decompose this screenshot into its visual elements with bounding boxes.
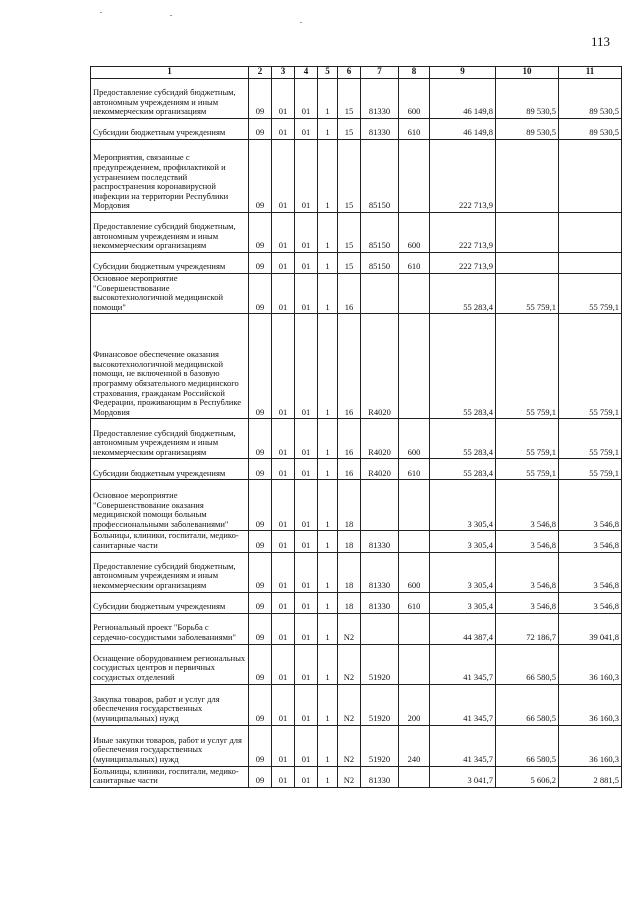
code-col-5: 1 [318, 119, 338, 140]
table-row [91, 725, 622, 766]
code-col-5: 1 [318, 725, 338, 766]
amount-col-11: 89 530,5 [559, 119, 622, 140]
code-col-8: 610 [399, 592, 430, 613]
row-description: Субсидии бюджетным учреждениям [91, 253, 249, 274]
code-col-6: N2 [338, 725, 361, 766]
code-col-3: 01 [272, 274, 295, 314]
code-col-4: 01 [295, 274, 318, 314]
code-col-8 [399, 766, 430, 787]
row-description: Основное мероприятие "Совершенствование высокотехнологичной медицинской помощи" [91, 274, 249, 314]
amount-col-10: 3 546,8 [496, 592, 559, 613]
code-col-5: 1 [318, 684, 338, 725]
code-col-4: 01 [295, 459, 318, 480]
code-col-2: 09 [249, 140, 272, 213]
amount-col-10: 89 530,5 [496, 119, 559, 140]
amount-col-11 [559, 253, 622, 274]
amount-col-11: 36 160,3 [559, 725, 622, 766]
table-row [91, 480, 622, 531]
code-col-7: 81330 [361, 766, 399, 787]
amount-col-10: 55 759,1 [496, 274, 559, 314]
code-col-6: N2 [338, 613, 361, 644]
code-col-8: 610 [399, 253, 430, 274]
column-header-9: 9 [430, 67, 496, 79]
table-row [91, 644, 622, 684]
code-col-3: 01 [272, 766, 295, 787]
amount-col-10: 55 759,1 [496, 419, 559, 459]
code-col-4: 01 [295, 684, 318, 725]
code-col-3: 01 [272, 552, 295, 592]
table-row [91, 419, 622, 459]
code-col-8: 600 [399, 419, 430, 459]
code-col-4: 01 [295, 253, 318, 274]
code-col-2: 09 [249, 684, 272, 725]
amount-col-10: 3 546,8 [496, 480, 559, 531]
amount-col-11: 39 041,8 [559, 613, 622, 644]
amount-col-10: 3 546,8 [496, 531, 559, 552]
row-description: Мероприятия, связанные с предупреждением, профилактикой и устранением последствий распространения коронавирусной инфекции на территории Республики Мордовия [91, 140, 249, 213]
code-col-8 [399, 274, 430, 314]
code-col-3: 01 [272, 119, 295, 140]
code-col-3: 01 [272, 253, 295, 274]
code-col-3: 01 [272, 480, 295, 531]
table-row [91, 314, 622, 419]
row-description: Субсидии бюджетным учреждениям [91, 592, 249, 613]
column-header-11: 11 [559, 67, 622, 79]
code-col-3: 01 [272, 459, 295, 480]
code-col-3: 01 [272, 592, 295, 613]
code-col-6: 18 [338, 480, 361, 531]
table-row [91, 766, 622, 787]
code-col-2: 09 [249, 274, 272, 314]
code-col-3: 01 [272, 725, 295, 766]
amount-col-9: 46 149,8 [430, 79, 496, 119]
code-col-4: 01 [295, 119, 318, 140]
code-col-7: R4020 [361, 459, 399, 480]
amount-col-11: 36 160,3 [559, 684, 622, 725]
code-col-4: 01 [295, 552, 318, 592]
amount-col-11 [559, 140, 622, 213]
code-col-8 [399, 613, 430, 644]
amount-col-9: 44 387,4 [430, 613, 496, 644]
code-col-6: 15 [338, 253, 361, 274]
code-col-2: 09 [249, 531, 272, 552]
code-col-4: 01 [295, 592, 318, 613]
code-col-4: 01 [295, 314, 318, 419]
amount-col-11: 36 160,3 [559, 644, 622, 684]
amount-col-10 [496, 140, 559, 213]
code-col-8: 600 [399, 552, 430, 592]
code-col-5: 1 [318, 766, 338, 787]
scan-speck [100, 12, 102, 13]
amount-col-9: 3 305,4 [430, 552, 496, 592]
amount-col-11 [559, 213, 622, 253]
row-description: Региональный проект "Борьба с сердечно-сосудистыми заболеваниями" [91, 613, 249, 644]
code-col-6: 16 [338, 419, 361, 459]
code-col-6: 16 [338, 314, 361, 419]
column-header-4: 4 [295, 67, 318, 79]
code-col-2: 09 [249, 552, 272, 592]
column-header-1: 1 [91, 67, 249, 79]
amount-col-9: 46 149,8 [430, 119, 496, 140]
column-header-3: 3 [272, 67, 295, 79]
scan-speck [300, 22, 302, 23]
code-col-3: 01 [272, 644, 295, 684]
code-col-7: R4020 [361, 314, 399, 419]
code-col-8 [399, 531, 430, 552]
column-header-6: 6 [338, 67, 361, 79]
code-col-7: 51920 [361, 684, 399, 725]
code-col-2: 09 [249, 119, 272, 140]
code-col-5: 1 [318, 253, 338, 274]
code-col-4: 01 [295, 79, 318, 119]
code-col-3: 01 [272, 79, 295, 119]
amount-col-10: 5 606,2 [496, 766, 559, 787]
code-col-7 [361, 480, 399, 531]
code-col-2: 09 [249, 253, 272, 274]
code-col-5: 1 [318, 419, 338, 459]
code-col-2: 09 [249, 725, 272, 766]
row-description: Субсидии бюджетным учреждениям [91, 119, 249, 140]
amount-col-9: 41 345,7 [430, 684, 496, 725]
amount-col-9: 55 283,4 [430, 459, 496, 480]
page-number: 113 [591, 34, 611, 49]
table-row [91, 552, 622, 592]
row-description: Субсидии бюджетным учреждениям [91, 459, 249, 480]
amount-col-9: 41 345,7 [430, 725, 496, 766]
code-col-7: 85150 [361, 253, 399, 274]
code-col-2: 09 [249, 613, 272, 644]
code-col-7: 81330 [361, 119, 399, 140]
table-row [91, 253, 622, 274]
code-col-4: 01 [295, 480, 318, 531]
code-col-4: 01 [295, 766, 318, 787]
amount-col-9: 222 713,9 [430, 140, 496, 213]
code-col-5: 1 [318, 480, 338, 531]
row-description: Предоставление субсидий бюджетным, автономным учреждениям и иным некоммерческим организациям [91, 419, 249, 459]
amount-col-10: 3 546,8 [496, 552, 559, 592]
code-col-4: 01 [295, 419, 318, 459]
amount-col-11: 55 759,1 [559, 459, 622, 480]
code-col-7 [361, 613, 399, 644]
code-col-7: 51920 [361, 644, 399, 684]
code-col-4: 01 [295, 644, 318, 684]
code-col-7: 85150 [361, 213, 399, 253]
code-col-4: 01 [295, 213, 318, 253]
row-description: Предоставление субсидий бюджетным, автономным учреждениям и иным некоммерческим организациям [91, 552, 249, 592]
amount-col-9: 55 283,4 [430, 274, 496, 314]
column-header-5: 5 [318, 67, 338, 79]
code-col-6: 15 [338, 79, 361, 119]
amount-col-9: 222 713,9 [430, 213, 496, 253]
code-col-7: 81330 [361, 531, 399, 552]
code-col-3: 01 [272, 419, 295, 459]
code-col-5: 1 [318, 552, 338, 592]
row-description: Предоставление субсидий бюджетным, автономным учреждениям и иным некоммерческим организациям [91, 213, 249, 253]
code-col-3: 01 [272, 531, 295, 552]
table-body [91, 79, 622, 788]
code-col-6: 18 [338, 552, 361, 592]
row-description: Иные закупки товаров, работ и услуг для обеспечения государственных (муниципальных) нужд [91, 725, 249, 766]
table-row [91, 119, 622, 140]
amount-col-10: 89 530,5 [496, 79, 559, 119]
budget-table [90, 66, 622, 788]
header-row [91, 67, 622, 79]
amount-col-10: 55 759,1 [496, 314, 559, 419]
code-col-6: N2 [338, 766, 361, 787]
amount-col-9: 55 283,4 [430, 419, 496, 459]
table-row [91, 531, 622, 552]
amount-col-11: 2 881,5 [559, 766, 622, 787]
code-col-3: 01 [272, 140, 295, 213]
code-col-2: 09 [249, 314, 272, 419]
code-col-4: 01 [295, 531, 318, 552]
code-col-3: 01 [272, 684, 295, 725]
code-col-7 [361, 274, 399, 314]
row-description: Больницы, клиники, госпитали, медико-санитарные части [91, 531, 249, 552]
table-row [91, 213, 622, 253]
code-col-5: 1 [318, 644, 338, 684]
code-col-2: 09 [249, 459, 272, 480]
amount-col-11: 3 546,8 [559, 531, 622, 552]
table-row [91, 140, 622, 213]
code-col-6: N2 [338, 644, 361, 684]
code-col-5: 1 [318, 592, 338, 613]
amount-col-10: 66 580,5 [496, 644, 559, 684]
code-col-6: 15 [338, 140, 361, 213]
amount-col-9: 222 713,9 [430, 253, 496, 274]
code-col-3: 01 [272, 314, 295, 419]
table-row [91, 592, 622, 613]
amount-col-10: 72 186,7 [496, 613, 559, 644]
code-col-7: R4020 [361, 419, 399, 459]
table-row [91, 459, 622, 480]
code-col-4: 01 [295, 140, 318, 213]
amount-col-10: 66 580,5 [496, 684, 559, 725]
code-col-5: 1 [318, 140, 338, 213]
code-col-5: 1 [318, 213, 338, 253]
amount-col-9: 55 283,4 [430, 314, 496, 419]
code-col-5: 1 [318, 274, 338, 314]
code-col-4: 01 [295, 725, 318, 766]
code-col-2: 09 [249, 419, 272, 459]
amount-col-11: 55 759,1 [559, 419, 622, 459]
code-col-2: 09 [249, 644, 272, 684]
column-header-2: 2 [249, 67, 272, 79]
table-row [91, 684, 622, 725]
row-description: Предоставление субсидий бюджетным, автономным учреждениям и иным некоммерческим организациям [91, 79, 249, 119]
code-col-7: 81330 [361, 552, 399, 592]
code-col-5: 1 [318, 314, 338, 419]
code-col-6: 15 [338, 119, 361, 140]
amount-col-9: 3 305,4 [430, 592, 496, 613]
amount-col-9: 3 041,7 [430, 766, 496, 787]
amount-col-10 [496, 253, 559, 274]
code-col-2: 09 [249, 766, 272, 787]
code-col-4: 01 [295, 613, 318, 644]
code-col-7: 81330 [361, 592, 399, 613]
amount-col-11: 89 530,5 [559, 79, 622, 119]
code-col-3: 01 [272, 613, 295, 644]
code-col-8 [399, 314, 430, 419]
amount-col-11: 55 759,1 [559, 314, 622, 419]
row-description: Больницы, клиники, госпитали, медико-санитарные части [91, 766, 249, 787]
code-col-5: 1 [318, 613, 338, 644]
scan-speck [170, 15, 172, 16]
code-col-3: 01 [272, 213, 295, 253]
amount-col-11: 55 759,1 [559, 274, 622, 314]
amount-col-10: 55 759,1 [496, 459, 559, 480]
code-col-2: 09 [249, 213, 272, 253]
amount-col-11: 3 546,8 [559, 480, 622, 531]
code-col-8: 610 [399, 459, 430, 480]
code-col-6: 18 [338, 592, 361, 613]
amount-col-10: 66 580,5 [496, 725, 559, 766]
code-col-7: 85150 [361, 140, 399, 213]
table-row [91, 79, 622, 119]
amount-col-9: 3 305,4 [430, 480, 496, 531]
code-col-8 [399, 480, 430, 531]
code-col-6: N2 [338, 684, 361, 725]
code-col-6: 16 [338, 274, 361, 314]
code-col-8: 600 [399, 213, 430, 253]
row-description: Закупка товаров, работ и услуг для обеспечения государственных (муниципальных) нужд [91, 684, 249, 725]
code-col-2: 09 [249, 592, 272, 613]
code-col-6: 16 [338, 459, 361, 480]
code-col-5: 1 [318, 79, 338, 119]
code-col-5: 1 [318, 531, 338, 552]
amount-col-9: 41 345,7 [430, 644, 496, 684]
code-col-8 [399, 644, 430, 684]
column-header-7: 7 [361, 67, 399, 79]
table-row [91, 613, 622, 644]
code-col-8: 240 [399, 725, 430, 766]
row-description: Основное мероприятие "Совершенствование оказания медицинской помощи больным профессиональными заболеваниями" [91, 480, 249, 531]
code-col-5: 1 [318, 459, 338, 480]
column-header-8: 8 [399, 67, 430, 79]
amount-col-10 [496, 213, 559, 253]
table-row [91, 274, 622, 314]
amount-col-11: 3 546,8 [559, 592, 622, 613]
code-col-8: 600 [399, 79, 430, 119]
code-col-2: 09 [249, 79, 272, 119]
code-col-8: 610 [399, 119, 430, 140]
amount-col-11: 3 546,8 [559, 552, 622, 592]
code-col-8 [399, 140, 430, 213]
column-header-10: 10 [496, 67, 559, 79]
amount-col-9: 3 305,4 [430, 531, 496, 552]
code-col-8: 200 [399, 684, 430, 725]
code-col-6: 15 [338, 213, 361, 253]
code-col-2: 09 [249, 480, 272, 531]
code-col-7: 51920 [361, 725, 399, 766]
code-col-6: 18 [338, 531, 361, 552]
row-description: Оснащение оборудованием региональных сосудистых центров и первичных сосудистых отделений [91, 644, 249, 684]
row-description: Финансовое обеспечение оказания высокотехнологичной медицинской помощи, не включенной в базовую программу обязательного медицинского страхования, гражданам Российской Федерации, проживающим в Республике Мордовия [91, 314, 249, 419]
code-col-7: 81330 [361, 79, 399, 119]
